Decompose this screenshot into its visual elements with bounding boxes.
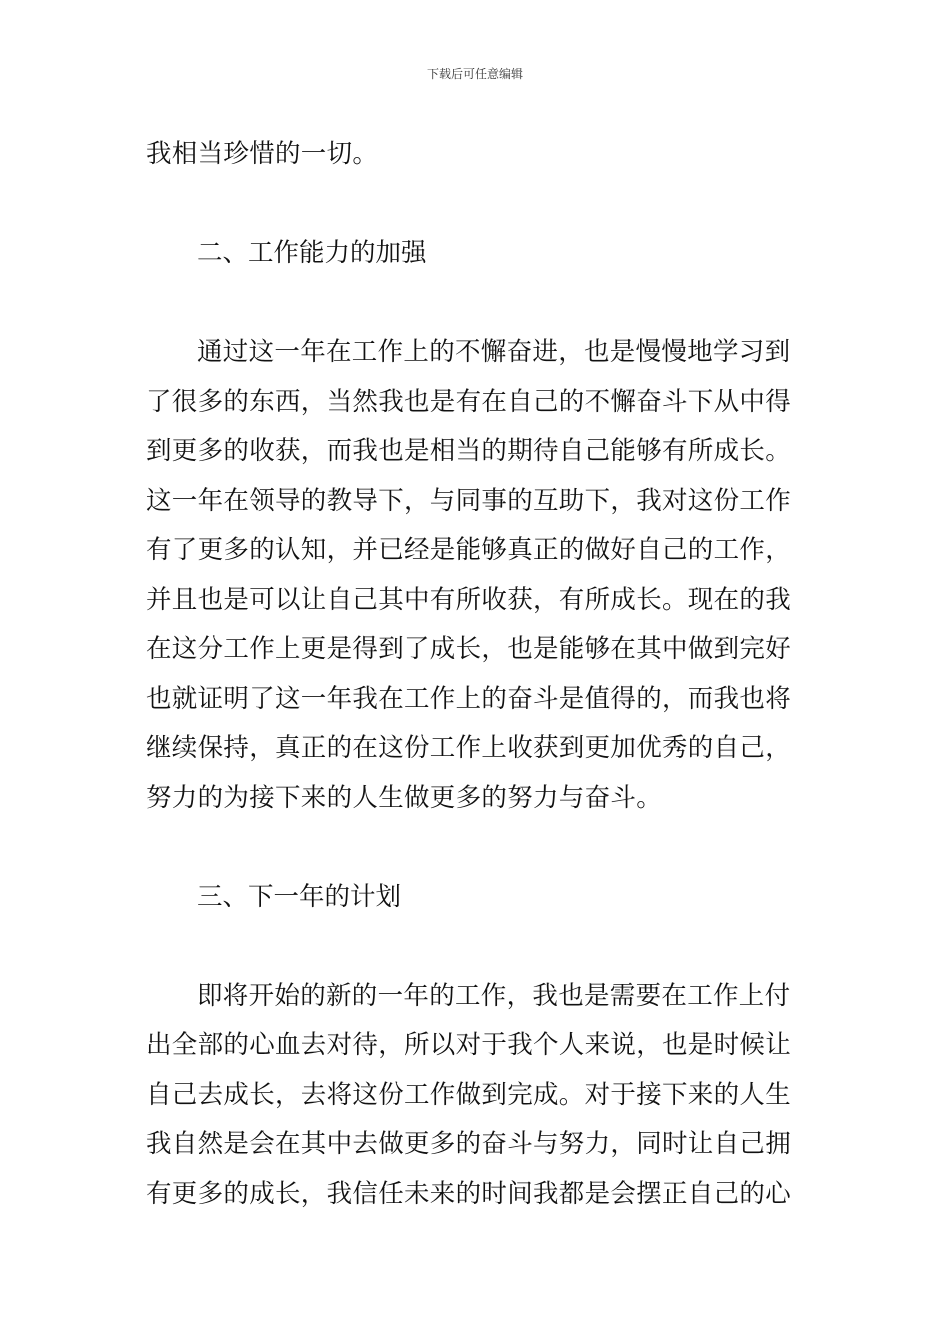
- text-line: 到更多的收获，而我也是相当的期待自己能够有所成长。: [146, 436, 792, 466]
- text-line: 并且也是可以让自己其中有所收获，有所成长。现在的我: [146, 584, 792, 615]
- text-line: 了很多的东西，当然我也是有在自己的不懈奋斗下从中得: [146, 386, 792, 417]
- paragraph-spacer: [146, 922, 808, 972]
- text-line: 有了更多的认知，并已经是能够真正的做好自己的工作，: [146, 535, 792, 565]
- section-heading-2: 二、工作能力的加强: [197, 238, 427, 268]
- paragraph-spacer: [146, 823, 808, 873]
- document-body: [146, 130, 808, 1219]
- section-heading-3: 三、下一年的计划: [197, 881, 402, 912]
- page-header: 下载后可任意编辑: [426, 67, 523, 81]
- text-line: 即将开始的新的一年的工作，我也是需要在工作上付: [197, 980, 791, 1011]
- text-line: 也就证明了这一年我在工作上的奋斗是值得的，而我也将: [146, 683, 792, 714]
- paragraph-spacer: [146, 180, 808, 230]
- paragraph-next-year-plan: [146, 972, 808, 1220]
- text-line: 我自然是会在其中去做更多的奋斗与努力，同时让自己拥: [146, 1129, 792, 1159]
- paragraph-work-ability: [146, 328, 808, 823]
- paragraph-spacer: [146, 279, 808, 329]
- text-line: 我相当珍惜的一切。: [146, 139, 379, 169]
- text-line: 努力的为接下来的人生做更多的努力与奋斗。: [146, 782, 663, 813]
- text-line: 这一年在领导的教导下，与同事的互助下，我对这份工作: [146, 485, 792, 516]
- text-line: 自己去成长，去将这份工作做到完成。对于接下来的人生: [146, 1079, 792, 1110]
- text-line: 在这分工作上更是得到了成长，也是能够在其中做到完好: [146, 634, 792, 664]
- text-line: 继续保持，真正的在这份工作上收获到更加优秀的自己，: [146, 733, 792, 763]
- text-line: 出全部的心血去对待，所以对于我个人来说，也是时候让: [146, 1030, 792, 1060]
- text-line: 有更多的成长，我信任未来的时间我都是会摆正自己的心: [146, 1178, 792, 1209]
- paragraph-intro-tail: [146, 130, 808, 180]
- text-line: 通过这一年在工作上的不懈奋进，也是慢慢地学习到: [197, 337, 791, 367]
